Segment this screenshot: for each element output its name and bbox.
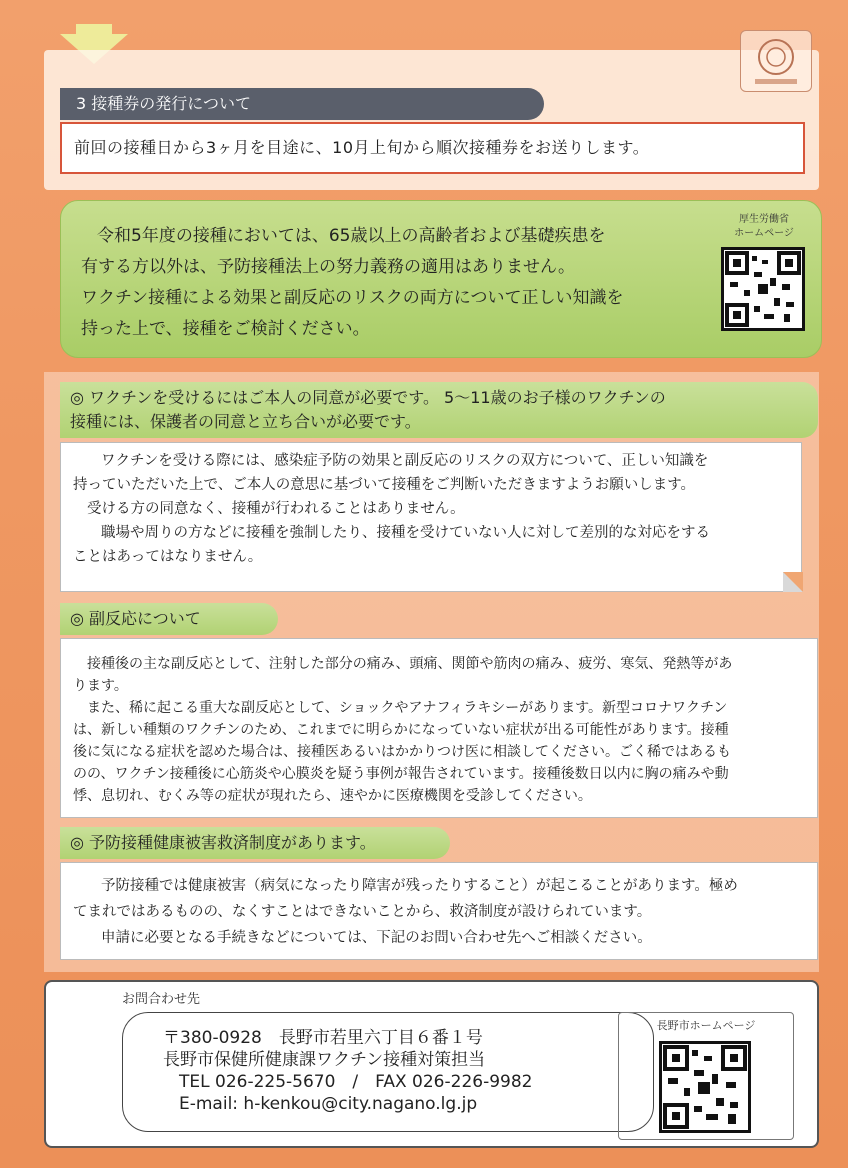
relief-title-band — [60, 827, 450, 859]
consent-title-line: ◎ ワクチンを受けるにはご本人の同意が必要です。 5～11歳のお子様のワクチンの — [70, 388, 666, 407]
notice-line: 持った上で、接種をご検討ください。 — [81, 319, 370, 339]
consent-title-band — [60, 382, 818, 438]
side-effects-title: ◎ 副反応について — [70, 609, 201, 628]
qr-label-line: 厚生労働省 — [739, 214, 789, 225]
notice-text — [81, 221, 701, 345]
side-effects-line: 後に気になる症状を認めた場合は、接種医あるいはかかりつけ医に相談してください。ごく稀ではあるも — [73, 744, 731, 760]
contact-tel-fax: TEL 026-225-5670 / FAX 026-226-9982 — [179, 1072, 533, 1092]
mhlw-qr-label — [719, 213, 809, 241]
qr-label-line: ホームページ — [734, 228, 794, 239]
contact-email[interactable]: E-mail: h-kenkou@city.nagano.lg.jp — [179, 1094, 478, 1114]
consent-line: ワクチンを受ける際には、感染症予防の効果と副反応のリスクの双方について、正しい知識を — [101, 453, 709, 469]
side-effects-line: のの、ワクチン接種後に心筋炎や心膜炎を疑う事例が報告されています。接種後数日以内に胸の痛みや動 — [73, 766, 729, 782]
notice-line: 令和5年度の接種においては、65歳以上の高齢者および基礎疾患を — [97, 226, 606, 246]
contact-office: 長野市保健所健康課ワクチン接種対策担当 — [163, 1050, 486, 1070]
mhlw-qr-code-icon[interactable] — [721, 247, 805, 331]
consent-body — [60, 442, 802, 592]
side-effects-body — [60, 638, 818, 818]
side-effects-line: ります。 — [73, 678, 128, 694]
section3-header: 3 接種券の発行について — [60, 88, 544, 120]
contact-address: 〒380-0928 長野市若里六丁目６番１号 — [163, 1028, 483, 1048]
side-effects-line: 悸、息切れ、むくみ等の症状が現れたら、速やかに医療機関を受診してください。 — [73, 788, 592, 804]
city-seal-icon — [740, 30, 812, 92]
relief-line: てまれではあるものの、なくすことはできないことから、救済制度が設けられています。 — [73, 904, 652, 920]
consent-line: ことはあってはなりません。 — [73, 549, 263, 565]
consent-line: 持っていただいた上で、ご本人の意思に基づいて接種をご判断いただきますようお願いします。 — [73, 477, 696, 493]
city-qr-code-icon[interactable] — [659, 1041, 751, 1133]
relief-line: 申請に必要となる手続きなどについては、下記のお問い合わせ先へご相談ください。 — [101, 930, 652, 946]
contact-details — [122, 1012, 654, 1132]
relief-title: ◎ 予防接種健康被害救済制度があります。 — [70, 833, 376, 852]
city-qr-label: 長野市ホームページ — [656, 1019, 756, 1032]
relief-body — [60, 862, 818, 960]
page-curl-icon — [783, 572, 803, 592]
city-qr-box — [618, 1012, 794, 1140]
notice-line: 有する方以外は、予防接種法上の努力義務の適用はありません。 — [81, 257, 576, 277]
contact-box — [44, 980, 819, 1148]
contact-label: お問合わせ先 — [122, 992, 201, 1007]
relief-line: 予防接種では健康被害（病気になったり障害が残ったりすること）が起こることがあります。極め — [101, 878, 738, 894]
side-effects-line: は、新しい種類のワクチンのため、これまでに明らかになっていない症状が出る可能性があります。接種 — [73, 722, 729, 738]
notice-box — [60, 200, 822, 358]
consent-title-line: 接種には、保護者の同意と立ち合いが必要です。 — [70, 412, 421, 431]
section3-body: 前回の接種日から3ヶ月を目途に、10月上旬から順次接種券をお送りします。 — [60, 122, 805, 174]
side-effects-line: 接種後の主な副反応として、注射した部分の痛み、頭痛、関節や筋肉の痛み、疲労、寒気、発熱等があ — [87, 656, 733, 672]
consent-line: 職場や周りの方などに接種を強制したり、接種を受けていない人に対して差別的な対応をする — [101, 525, 710, 541]
section-ticket-issuance — [44, 50, 819, 190]
side-effects-title-band — [60, 603, 278, 635]
notice-line: ワクチン接種による効果と副反応のリスクの両方について正しい知識を — [81, 288, 624, 308]
consent-line: 受ける方の同意なく、接種が行われることはありません。 — [87, 501, 465, 517]
side-effects-line: また、稀に起こる重大な副反応として、ショックやアナフィラキシーがあります。新型コロナワクチン — [87, 700, 728, 716]
